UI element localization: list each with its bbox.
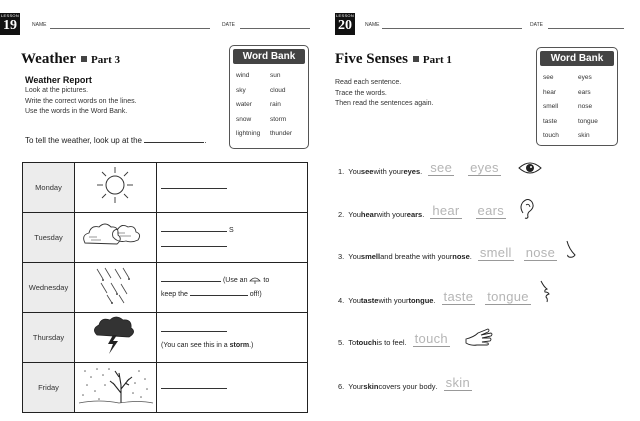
- lesson-badge: [0, 13, 20, 35]
- trace-word[interactable]: nose: [525, 245, 556, 260]
- rain-icon: [75, 263, 156, 307]
- lesson-label: LESSON: [0, 13, 20, 18]
- nose-icon: [563, 239, 579, 261]
- word-bank-item: rain: [270, 101, 281, 108]
- answer-blank[interactable]: [161, 246, 227, 247]
- lesson-19-page: [0, 0, 318, 421]
- word-bank-item: thunder: [270, 130, 293, 137]
- answer-cell: [157, 363, 308, 413]
- sentence-text: Your: [348, 382, 364, 391]
- answer-blank[interactable]: [161, 388, 227, 389]
- prompt-text: To tell the weather, look up at the: [25, 136, 142, 145]
- word-bank-item: tongue: [578, 117, 598, 125]
- sentence-item: [338, 156, 543, 176]
- table-row: [23, 363, 308, 413]
- umbrella-icon: [249, 276, 261, 285]
- word-bank-item: wind: [236, 72, 250, 79]
- answer-blank[interactable]: [190, 295, 248, 296]
- instructions: [25, 74, 137, 118]
- word-bank-title: Word Bank: [540, 51, 614, 66]
- word-bank-item: sun: [270, 72, 281, 79]
- sentence-text: .: [469, 252, 472, 261]
- sentence-number: 3.: [338, 252, 345, 261]
- sentence-item: [338, 199, 536, 219]
- sentence-text: and breathe with your: [380, 252, 453, 261]
- bold-word: tongue: [408, 296, 434, 305]
- answer-blank[interactable]: [161, 281, 221, 282]
- day-cell: Friday: [23, 363, 75, 413]
- day-cell: Tuesday: [23, 213, 75, 263]
- sentence-text: You: [348, 296, 361, 305]
- instruction-line: Trace the words.: [335, 89, 387, 97]
- day-cell: Thursday: [23, 313, 75, 363]
- hint-text: (Use an: [222, 277, 248, 284]
- instruction-line: Use the words in the Word Bank.: [25, 108, 128, 115]
- lesson-number: 19: [3, 18, 17, 33]
- mouth-icon: [537, 279, 553, 305]
- word-bank-item: see: [543, 74, 554, 81]
- trace-word[interactable]: taste: [443, 289, 474, 304]
- word-bank-item: smell: [543, 103, 559, 110]
- trace-word[interactable]: skin: [445, 375, 470, 390]
- hint-bold-word: storm: [229, 341, 250, 349]
- instruction-line: Read each sentence.: [335, 79, 402, 86]
- lesson-20-page: [322, 0, 640, 421]
- word-bank: [229, 45, 309, 149]
- word-bank-item: snow: [236, 115, 252, 123]
- cloud-icon: [75, 213, 156, 257]
- snow-tree-icon: [75, 363, 156, 407]
- weather-table: [22, 162, 308, 413]
- bold-word: hear: [360, 210, 377, 219]
- square-bullet-icon: [81, 56, 87, 62]
- word-bank-item: touch: [543, 132, 559, 139]
- word-bank-item: sky: [236, 86, 246, 94]
- picture-cell: [75, 163, 157, 213]
- ear-icon: [518, 197, 536, 219]
- bold-word: taste: [360, 296, 379, 305]
- lesson-label: LESSON: [335, 13, 355, 18]
- trace-word[interactable]: see: [430, 160, 453, 175]
- word-bank-item: ears: [578, 88, 591, 96]
- sentence-number: 1.: [338, 167, 345, 176]
- sentence-number: 4.: [338, 296, 345, 305]
- picture-cell: [75, 263, 157, 313]
- part-label: Part 3: [90, 54, 120, 66]
- trace-word[interactable]: touch: [414, 331, 448, 346]
- hand-icon: [464, 325, 500, 347]
- word-bank: [536, 47, 618, 146]
- sentence-number: 2.: [338, 210, 345, 219]
- prompt-sentence: [25, 136, 206, 145]
- plural-suffix: S: [228, 226, 234, 234]
- sentence-text: with your: [378, 296, 409, 305]
- word-bank-title: Word Bank: [233, 49, 305, 64]
- hint-text: keep the: [161, 291, 188, 298]
- name-label: NAME: [365, 22, 380, 28]
- instruction-line: Then read the sentences again.: [335, 100, 434, 107]
- instructions: [335, 78, 433, 110]
- hint-text: (You can see this in a: [161, 341, 228, 349]
- bold-word: see: [360, 167, 374, 176]
- word-bank-item: nose: [578, 103, 593, 110]
- instruction-line: Look at the pictures.: [25, 87, 89, 94]
- instructions-heading: Weather Report: [25, 75, 92, 85]
- name-label: NAME: [32, 22, 47, 28]
- sentence-text: To: [348, 338, 357, 347]
- sentence-text: is to feel: [376, 338, 405, 347]
- sentence-text: You: [348, 210, 361, 219]
- name-field[interactable]: [50, 28, 210, 29]
- prompt-end: .: [204, 136, 207, 145]
- date-field[interactable]: [240, 28, 310, 29]
- answer-cell: [157, 163, 308, 213]
- square-bullet-icon: [413, 56, 419, 62]
- table-row: [23, 163, 308, 213]
- day-cell: Wednesday: [23, 263, 75, 313]
- day-cell: Monday: [23, 163, 75, 213]
- trace-word[interactable]: hear: [432, 203, 460, 218]
- page-title: [21, 51, 120, 68]
- trace-word[interactable]: smell: [479, 245, 512, 260]
- sun-icon: [75, 163, 156, 207]
- sentence-text: You: [348, 252, 361, 261]
- word-bank-item: skin: [578, 132, 590, 139]
- hint-text: .): [249, 341, 254, 349]
- trace-word[interactable]: tongue: [487, 289, 529, 304]
- sentence-text: .: [433, 296, 436, 305]
- answer-cell: [157, 213, 308, 263]
- sentence-number: 5.: [338, 338, 345, 347]
- name-field[interactable]: [382, 28, 522, 29]
- trace-word[interactable]: ears: [477, 203, 505, 218]
- sentence-item: [338, 241, 579, 261]
- sentence-number: 6.: [338, 382, 345, 391]
- table-row: [23, 263, 308, 313]
- word-bank-item: eyes: [578, 74, 592, 81]
- date-field[interactable]: [548, 28, 624, 29]
- table-row: [23, 313, 308, 363]
- picture-cell: [75, 363, 157, 413]
- instruction-line: Write the correct words on the lines.: [25, 97, 137, 105]
- bold-word: smell: [360, 252, 381, 261]
- sentence-text: .: [422, 210, 425, 219]
- storm-icon: [75, 313, 156, 357]
- bold-word: ears: [406, 210, 423, 219]
- date-label: DATE: [530, 22, 543, 28]
- word-bank-item: hear: [543, 88, 557, 96]
- answer-blank[interactable]: [161, 331, 227, 332]
- lesson-badge: [335, 13, 355, 35]
- sentence-text: with your: [376, 210, 407, 219]
- answer-blank[interactable]: [161, 188, 227, 189]
- sentence-text: .: [404, 338, 407, 347]
- title-text: Weather: [21, 51, 76, 67]
- word-bank-item: taste: [543, 117, 558, 125]
- sentence-text: You: [348, 167, 361, 176]
- page-title: [335, 51, 452, 68]
- title-text: Five Senses: [335, 51, 408, 67]
- sentence-item: [338, 285, 553, 305]
- date-label: DATE: [222, 22, 235, 28]
- eye-icon: [517, 160, 543, 176]
- answer-cell: [157, 263, 308, 313]
- word-bank-item: water: [236, 101, 252, 108]
- bold-word: touch: [356, 338, 377, 347]
- picture-cell: [75, 313, 157, 363]
- sentence-text: covers your body: [378, 382, 436, 391]
- sentence-text: .: [420, 167, 423, 176]
- table-row: [23, 213, 308, 263]
- prompt-blank[interactable]: [144, 142, 204, 143]
- picture-cell: [75, 213, 157, 263]
- bold-word: skin: [363, 382, 379, 391]
- lesson-number: 20: [338, 18, 352, 33]
- bold-word: eyes: [403, 167, 421, 176]
- sentence-item: [338, 327, 500, 347]
- bold-word: nose: [452, 252, 470, 261]
- word-bank-item: cloud: [270, 86, 286, 94]
- hint-text: off!): [249, 291, 262, 298]
- trace-word[interactable]: eyes: [470, 160, 499, 175]
- hint-text: to: [263, 277, 270, 284]
- answer-cell: [157, 313, 308, 363]
- sentence-text: .: [435, 382, 438, 391]
- sentence-item: [338, 371, 472, 391]
- word-bank-item: lightning: [236, 130, 261, 137]
- part-label: Part 1: [422, 54, 452, 66]
- answer-blank[interactable]: [161, 231, 227, 232]
- sentence-text: with your: [373, 167, 404, 176]
- word-bank-item: storm: [270, 115, 287, 123]
